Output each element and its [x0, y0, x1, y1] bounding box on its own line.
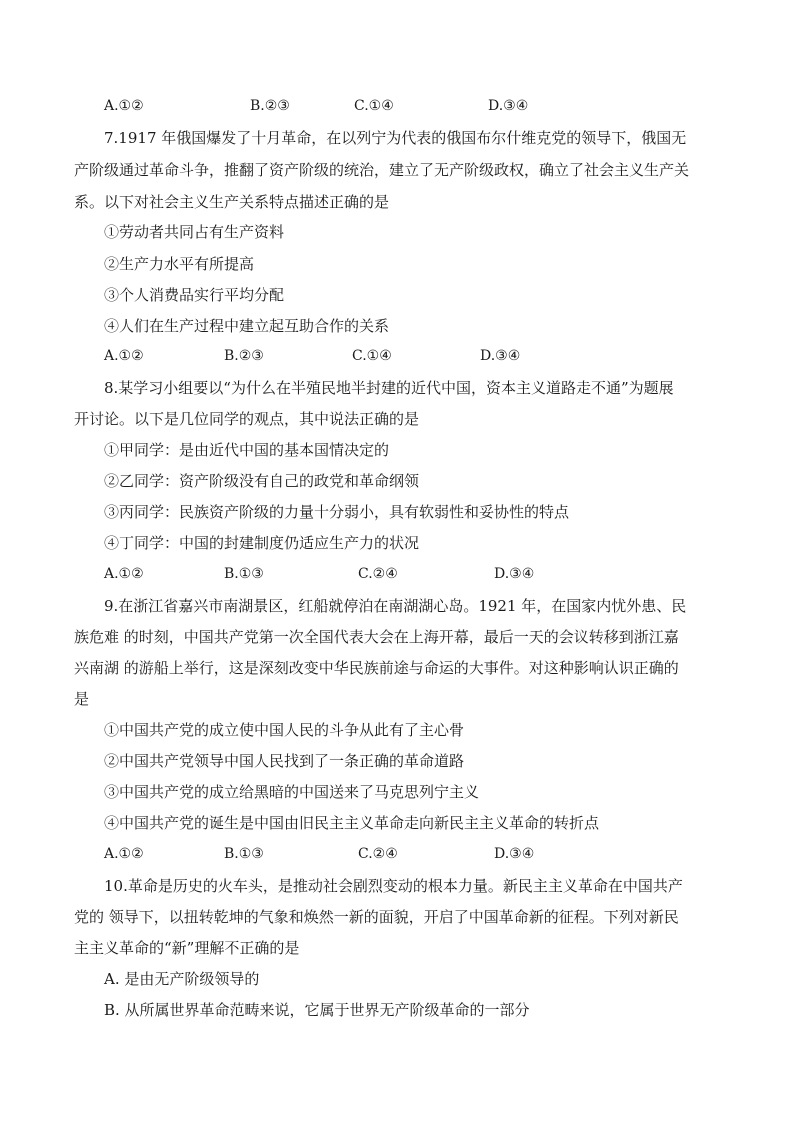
q9-options — [104, 844, 724, 864]
q10-option-a: A. 是由无产阶级领导的 — [104, 970, 260, 988]
q6-option-a: A.①② — [104, 98, 144, 114]
q8-item-2: ②乙同学：资产阶级没有自己的政党和革命纲领 — [104, 472, 420, 490]
q9-option-c: C.②④ — [358, 846, 398, 862]
q9-stem-line-4: 是 — [74, 690, 90, 708]
q6-options — [104, 96, 724, 116]
q8-option-a: A.①② — [104, 566, 144, 582]
q8-stem-line-1: 8.某学习小组要以“为什么在半殖民地半封建的近代中国，资本主义道路走不通”为题展 — [104, 379, 674, 397]
q6-option-c: C.①④ — [354, 98, 394, 114]
q9-item-3: ③中国共产党的成立给黑暗的中国送来了马克思列宁主义 — [104, 783, 480, 801]
q8-item-4: ④丁同学：中国的封建制度仍适应生产力的状况 — [104, 534, 420, 552]
q9-stem-line-2: 族危难 的时刻，中国共产党第一次全国代表大会在上海开幕，最后一天的会议转移到浙江嘉 — [74, 628, 679, 646]
q7-stem-line-1: 7.1917 年俄国爆发了十月革命，在以列宁为代表的俄国布尔什维克党的领导下，俄国无 — [104, 129, 687, 147]
q9-option-d: D.③④ — [494, 846, 535, 862]
q10-stem-line-3: 主主义革命的“新”理解不正确的是 — [74, 939, 300, 957]
q7-option-a: A.①② — [104, 348, 144, 364]
q7-item-4: ④人们在生产过程中建立起互助合作的关系 — [104, 317, 390, 335]
q8-item-3: ③丙同学：民族资产阶级的力量十分弱小，具有软弱性和妥协性的特点 — [104, 503, 570, 521]
q9-item-2: ②中国共产党领导中国人民找到了一条正确的革命道路 — [104, 752, 465, 770]
q9-option-a: A.①② — [104, 846, 144, 862]
q10-option-b: B. 从所属世界革命范畴来说，它属于世界无产阶级革命的一部分 — [104, 1001, 530, 1019]
q6-option-d: D.③④ — [488, 98, 529, 114]
q10-stem-line-2: 党的 领导下，以扭转乾坤的气象和焕然一新的面貌，开启了中国革命新的征程。下列对新民 — [74, 908, 679, 926]
q7-item-1: ①劳动者共同占有生产资料 — [104, 223, 285, 241]
q8-stem-line-2: 开讨论。以下是几位同学的观点，其中说法正确的是 — [74, 410, 420, 428]
q9-item-1: ①中国共产党的成立使中国人民的斗争从此有了主心骨 — [104, 721, 465, 739]
q9-stem-line-3: 兴南湖 的游船上举行，这是深刻改变中华民族前途与命运的大事件。对这种影响认识正确的 — [74, 659, 679, 677]
q6-option-b: B.②③ — [250, 98, 290, 114]
q8-option-c: C.②④ — [358, 566, 398, 582]
q7-item-2: ②生产力水平有所提高 — [104, 255, 255, 273]
q7-option-b: B.②③ — [224, 348, 264, 364]
q7-option-c: C.①④ — [352, 348, 392, 364]
q9-option-b: B.①③ — [224, 846, 264, 862]
q8-option-d: D.③④ — [494, 566, 535, 582]
q7-option-d: D.③④ — [480, 348, 521, 364]
q9-stem-line-1: 9.在浙江省嘉兴市南湖景区，红船就停泊在南湖湖心岛。1921 年，在国家内忧外患、民 — [104, 597, 687, 615]
q8-option-b: B.①③ — [224, 566, 264, 582]
q7-stem-line-2: 产阶级通过革命斗争，推翻了资产阶级的统治，建立了无产阶级政权，确立了社会主义生产关 — [74, 161, 690, 179]
q7-item-3: ③个人消费品实行平均分配 — [104, 286, 285, 304]
q8-item-1: ①甲同学：是由近代中国的基本国情决定的 — [104, 441, 390, 459]
q9-item-4: ④中国共产党的诞生是中国由旧民主主义革命走向新民主主义革命的转折点 — [104, 814, 600, 832]
q8-options — [104, 564, 724, 584]
q7-options — [104, 346, 724, 366]
q10-stem-line-1: 10.革命是历史的火车头，是推动社会剧烈变动的根本力量。新民主主义革命在中国共产 — [104, 877, 683, 895]
q7-stem-line-3: 系。以下对社会主义生产关系特点描述正确的是 — [74, 193, 390, 211]
